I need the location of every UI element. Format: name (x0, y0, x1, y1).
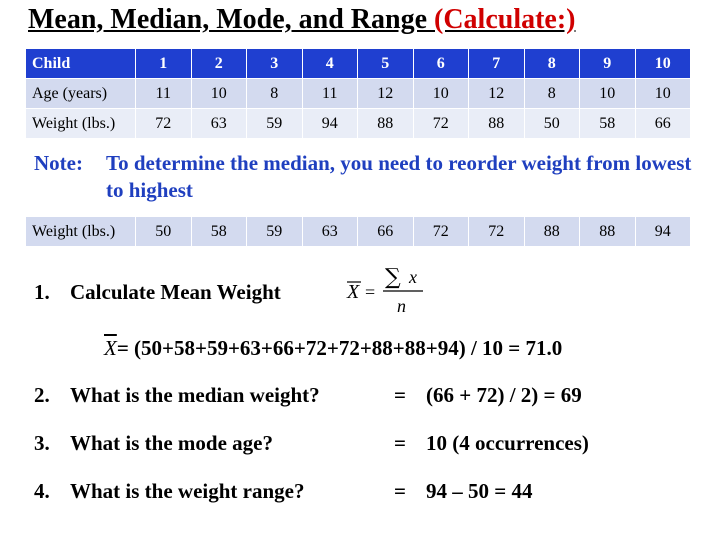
question-number: 1. (34, 280, 50, 304)
sorted-weight-row (26, 217, 691, 247)
table-header-row (26, 49, 691, 79)
question-text: What is the weight range? (70, 479, 305, 503)
note-label: Note: (34, 151, 83, 175)
table-cell: 50 (136, 217, 192, 247)
question-number: 4. (34, 479, 50, 503)
table-cell: 94 (635, 217, 691, 247)
table-cell: 72 (469, 217, 525, 247)
equals-sign: = (394, 431, 406, 455)
table-cell: Age (years) (26, 79, 136, 109)
mean-formula (345, 262, 435, 320)
table-cell: Weight (lbs.) (26, 217, 136, 247)
table-cell: 8 (524, 79, 580, 109)
header-cell: 5 (358, 49, 414, 79)
table-cell: 50 (524, 109, 580, 139)
header-cell: 1 (136, 49, 192, 79)
mean-calculation (104, 336, 562, 361)
table-cell: 88 (469, 109, 525, 139)
header-cell: 6 (413, 49, 469, 79)
question-number: 2. (34, 383, 50, 407)
sigma-icon: ∑ (385, 265, 401, 290)
header-cell: 9 (580, 49, 636, 79)
page-title (28, 4, 576, 36)
table-cell: 11 (136, 79, 192, 109)
question-text: What is the mode age? (70, 431, 273, 455)
table-cell: 66 (635, 109, 691, 139)
question-text: What is the median weight? (70, 383, 320, 407)
header-cell: 8 (524, 49, 580, 79)
table-cell: 12 (358, 79, 414, 109)
header-cell: 2 (191, 49, 247, 79)
table-cell: 72 (413, 109, 469, 139)
answer-text: 10 (4 occurrences) (426, 431, 589, 455)
table-cell: 58 (580, 109, 636, 139)
header-cell: 10 (635, 49, 691, 79)
table-cell: 10 (635, 79, 691, 109)
question-text: Calculate Mean Weight (70, 280, 281, 304)
title-highlight: (Calculate:) (434, 4, 576, 35)
table-cell: 63 (302, 217, 358, 247)
table-cell: 10 (191, 79, 247, 109)
table-row-weight (26, 109, 691, 139)
sorted-weight-table (25, 216, 691, 247)
mean-symbol: $\overline{X}$ (104, 336, 117, 360)
table-cell: 8 (247, 79, 303, 109)
question-number: 3. (34, 431, 50, 455)
table-cell: 58 (191, 217, 247, 247)
table-cell: 10 (580, 79, 636, 109)
table-cell: 10 (413, 79, 469, 109)
answer-text: 94 – 50 = 44 (426, 479, 533, 503)
title-main: Mean, Median, Mode, and Range (28, 4, 427, 35)
answer-text: (66 + 72) / 2) = 69 (426, 383, 582, 407)
table-cell: 88 (358, 109, 414, 139)
table-cell: 88 (524, 217, 580, 247)
equals-sign: = (394, 383, 406, 407)
formula-xbar: X (347, 281, 360, 303)
table-row-age (26, 79, 691, 109)
table-cell: 59 (247, 217, 303, 247)
formula-numerator: x (409, 267, 417, 287)
table-cell: 72 (413, 217, 469, 247)
table-cell: 88 (580, 217, 636, 247)
table-cell: 66 (358, 217, 414, 247)
table-cell: 94 (302, 109, 358, 139)
table-cell: 12 (469, 79, 525, 109)
table-cell: 72 (136, 109, 192, 139)
header-cell: Child (26, 49, 136, 79)
table-cell: 63 (191, 109, 247, 139)
note-text: To determine the median, you need to reorder weight from lowest to highest (106, 151, 692, 202)
formula-equals: = (365, 282, 376, 302)
table-cell: Weight (lbs.) (26, 109, 136, 139)
table-cell: 11 (302, 79, 358, 109)
formula-denominator: n (397, 296, 406, 316)
table-cell: 59 (247, 109, 303, 139)
header-cell: 3 (247, 49, 303, 79)
equals-sign: = (394, 479, 406, 503)
header-cell: 7 (469, 49, 525, 79)
data-table (25, 48, 691, 139)
header-cell: 4 (302, 49, 358, 79)
mean-expression: = (50+58+59+63+66+72+72+88+88+94) / 10 = 71.0 (116, 336, 563, 360)
